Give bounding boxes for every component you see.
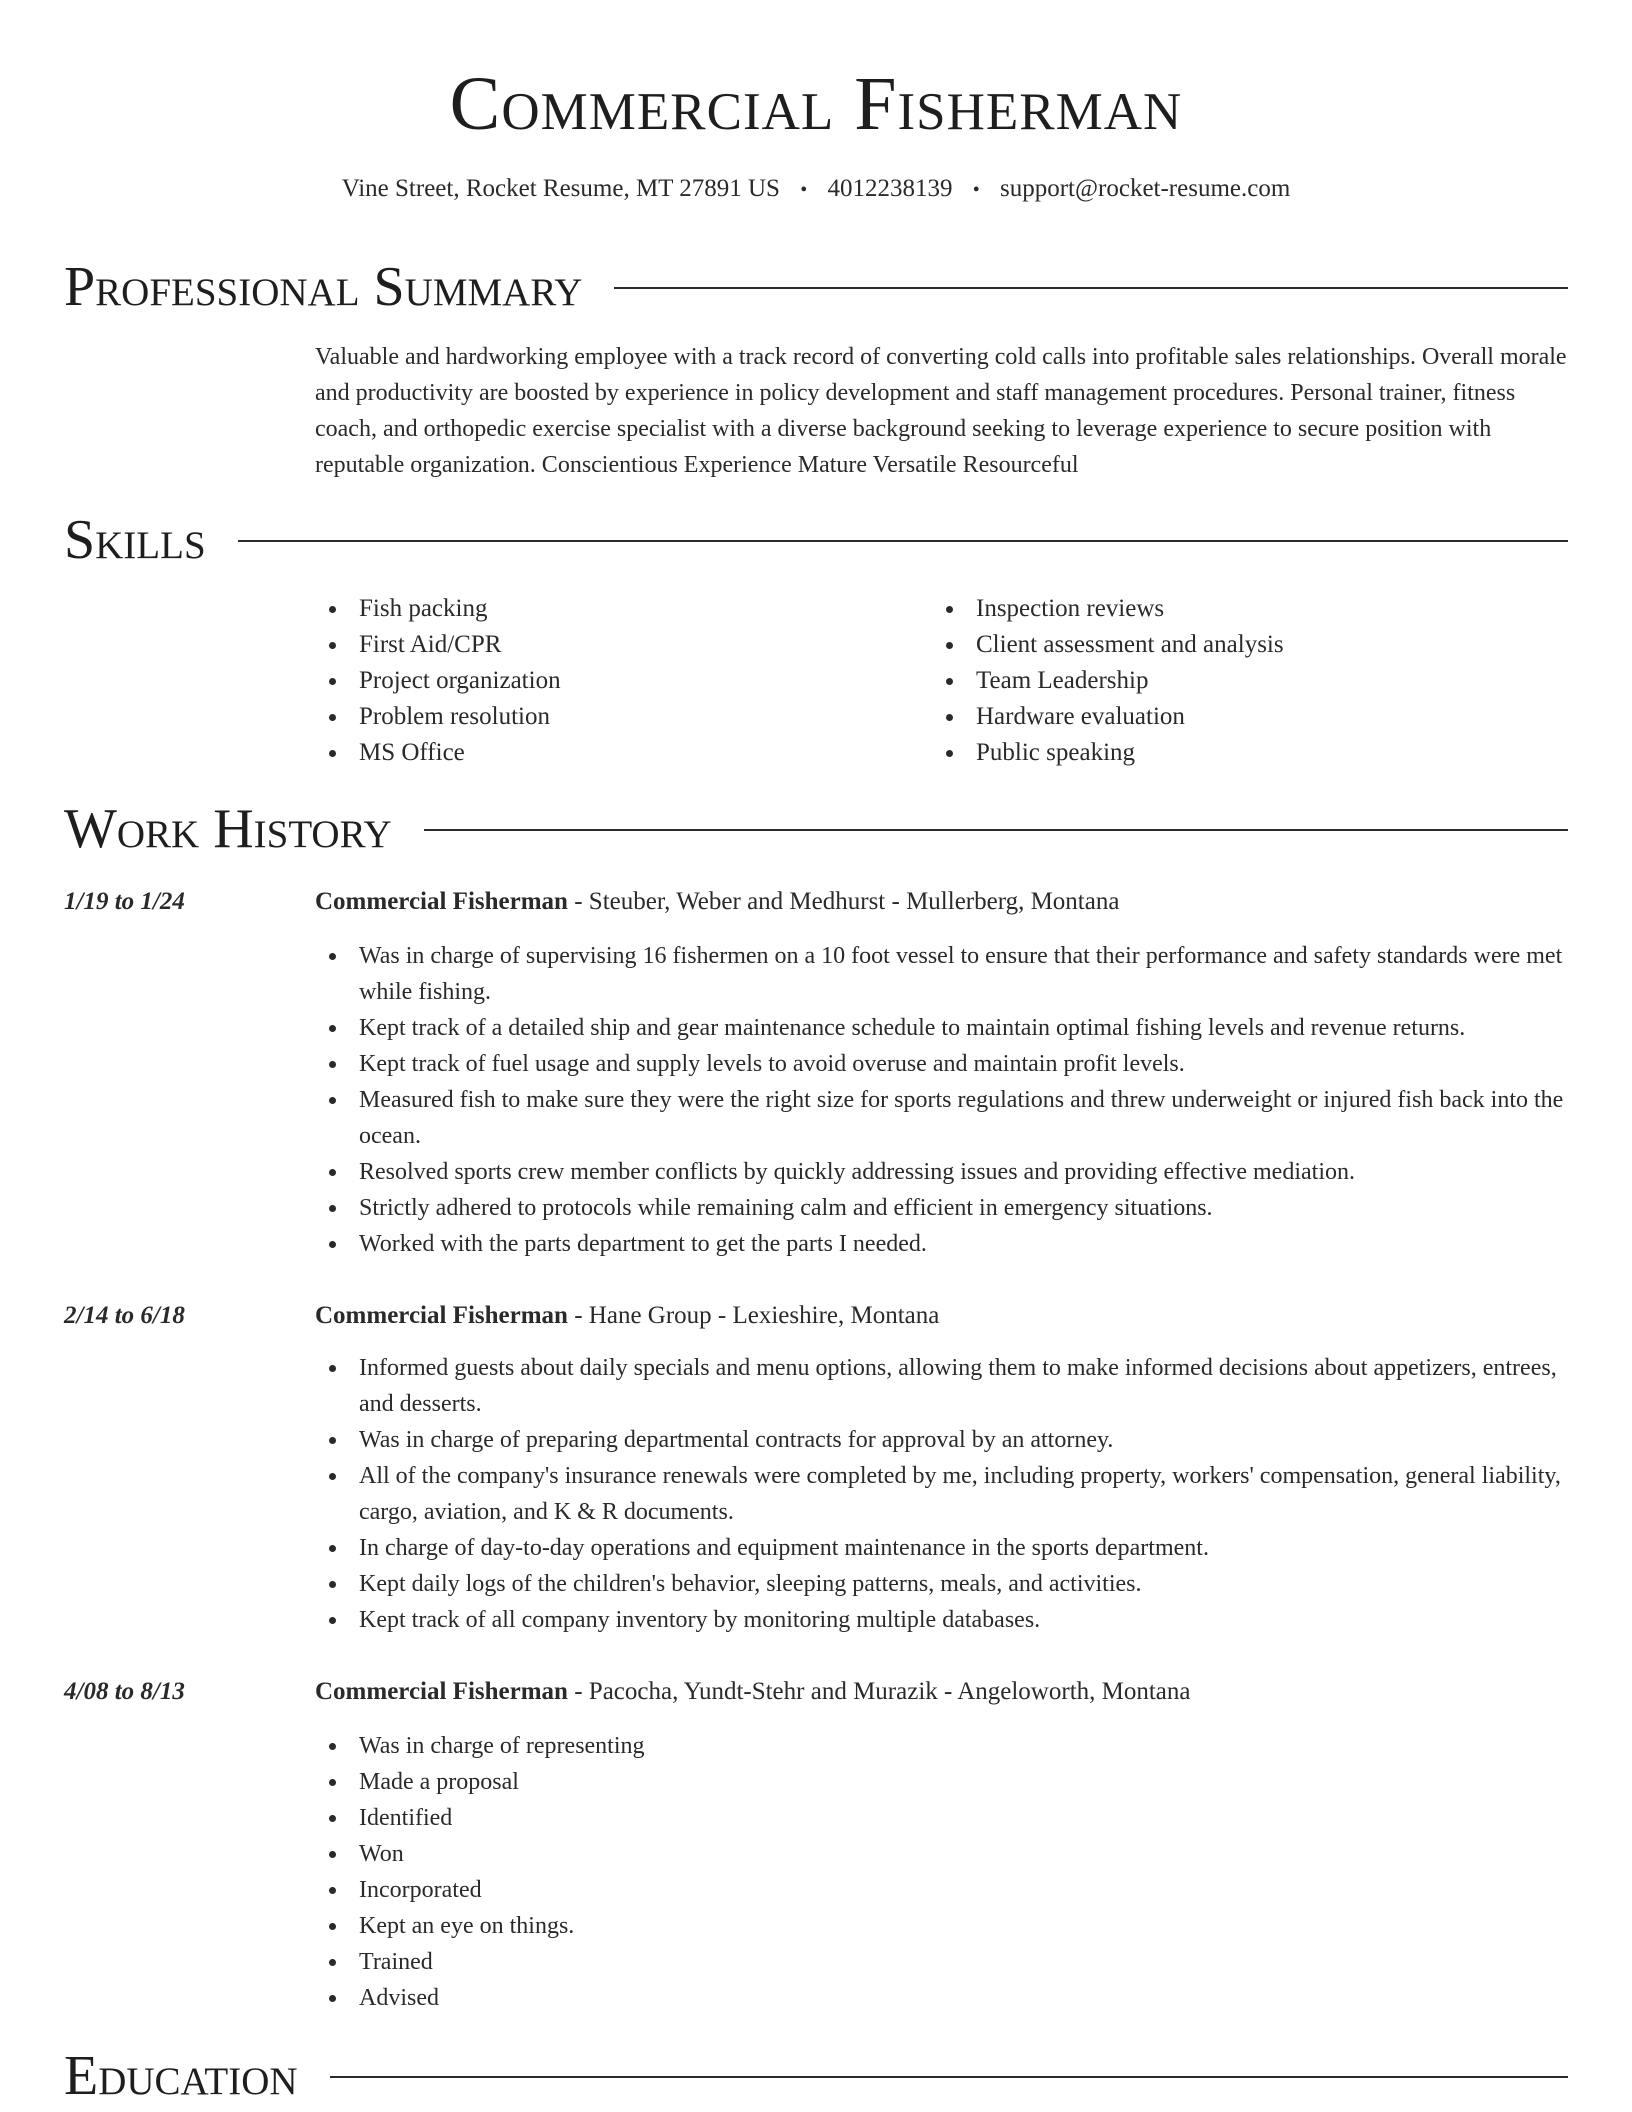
skill-item: Fish packing — [315, 591, 915, 627]
job-bullets — [315, 1728, 1568, 2016]
job-bullet: Made a proposal — [315, 1764, 1568, 1800]
job-bullet: Kept track of fuel usage and supply levels to avoid overuse and maintain profit levels. — [315, 1046, 1568, 1082]
section-divider — [238, 540, 1568, 542]
skill-item: Problem resolution — [315, 699, 915, 735]
job-bullet: Worked with the parts department to get the parts I needed. — [315, 1226, 1568, 1262]
section-header-education — [64, 2044, 1568, 2108]
job-header — [315, 884, 1568, 920]
contact-address: Vine Street, Rocket Resume, MT 27891 US — [341, 175, 780, 202]
skill-item: Client assessment and analysis — [932, 627, 1568, 663]
contact-line — [0, 172, 1632, 207]
section-title-skills: Skills — [64, 509, 206, 571]
section-header-work-history — [64, 797, 1568, 861]
job-bullet: Was in charge of representing — [315, 1728, 1568, 1764]
section-divider — [330, 2076, 1568, 2078]
job-employer: - Pacocha, Yundt-Stehr and Murazik - Angeloworth, Montana — [567, 1678, 1191, 1705]
job-bullets — [315, 938, 1568, 1262]
job-bullet: Measured fish to make sure they were the right size for sports regulations and threw underweight or injured fish back into the ocean. — [315, 1082, 1568, 1154]
section-title-summary: Professional Summary — [64, 256, 583, 318]
job-dates: 1/19 to 1/24 — [64, 888, 185, 915]
section-header-summary — [64, 255, 1568, 319]
job-bullet: Was in charge of supervising 16 fishermen on a 10 foot vessel to ensure that their performance and safety standards were met while fishing. — [315, 938, 1568, 1010]
summary-text: Valuable and hardworking employee with a track record of converting cold calls into profitable sales relationships. Overall morale and productivity are boosted by experience in policy development and staff management procedures. Personal trainer, fitness coach, and orthopedic exercise specialist with a diverse background seeking to leverage experience to secure position with reputable organization. Conscientious Experience Mature Versatile Resourceful — [315, 344, 1567, 478]
contact-separator: • — [800, 179, 808, 201]
job-bullet: All of the company's insurance renewals were completed by me, including property, workers' compensation, general liability, cargo, aviation, and K & R documents. — [315, 1458, 1568, 1530]
job-bullet: Identified — [315, 1800, 1568, 1836]
job-title: Commercial Fisherman — [315, 1302, 568, 1329]
section-header-skills — [64, 508, 1568, 572]
job-bullet: Strictly adhered to protocols while remaining calm and efficient in emergency situations. — [315, 1190, 1568, 1226]
job-bullet: Kept track of a detailed ship and gear maintenance schedule to maintain optimal fishing levels and revenue returns. — [315, 1010, 1568, 1046]
job-dates: 4/08 to 8/13 — [64, 1678, 185, 1705]
job-header — [315, 1298, 1568, 1334]
contact-separator: • — [972, 179, 980, 201]
job-bullet: Kept an eye on things. — [315, 1908, 1568, 1944]
job-header — [315, 1674, 1568, 1710]
contact-email: support@rocket-resume.com — [1000, 175, 1291, 202]
section-title-work-history: Work History — [64, 798, 392, 860]
job-title: Commercial Fisherman — [315, 888, 568, 915]
job-bullet: Kept daily logs of the children's behavior, sleeping patterns, meals, and activities. — [315, 1566, 1568, 1602]
candidate-name: Commercial Fisherman — [449, 62, 1183, 146]
job-bullet: Won — [315, 1836, 1568, 1872]
skill-item: MS Office — [315, 735, 915, 771]
job-title: Commercial Fisherman — [315, 1678, 568, 1705]
job-bullet: Was in charge of preparing departmental contracts for approval by an attorney. — [315, 1422, 1568, 1458]
job-bullet: Trained — [315, 1944, 1568, 1980]
section-divider — [424, 829, 1568, 831]
skill-item: First Aid/CPR — [315, 627, 915, 663]
section-divider — [614, 287, 1568, 289]
job-bullet: Kept track of all company inventory by monitoring multiple databases. — [315, 1602, 1568, 1638]
job-bullet: In charge of day-to-day operations and equipment maintenance in the sports department. — [315, 1530, 1568, 1566]
skills-list-right — [932, 591, 1568, 771]
job-bullet: Advised — [315, 1980, 1568, 2016]
skill-item: Project organization — [315, 663, 915, 699]
job-bullets — [315, 1350, 1568, 1638]
skill-item: Inspection reviews — [932, 591, 1568, 627]
job-employer: - Hane Group - Lexieshire, Montana — [567, 1302, 940, 1329]
skills-list-left — [315, 591, 915, 771]
job-bullet: Incorporated — [315, 1872, 1568, 1908]
contact-phone: 4012238139 — [827, 175, 953, 202]
skill-item: Hardware evaluation — [932, 699, 1568, 735]
skill-item: Team Leadership — [932, 663, 1568, 699]
job-employer: - Steuber, Weber and Medhurst - Mullerberg, Montana — [567, 888, 1120, 915]
job-bullet: Resolved sports crew member conflicts by quickly addressing issues and providing effective mediation. — [315, 1154, 1568, 1190]
job-bullet: Informed guests about daily specials and menu options, allowing them to make informed decisions about appetizers, entrees, and desserts. — [315, 1350, 1568, 1422]
job-dates: 2/14 to 6/18 — [64, 1302, 185, 1329]
skill-item: Public speaking — [932, 735, 1568, 771]
section-title-education: Education — [64, 2045, 298, 2107]
